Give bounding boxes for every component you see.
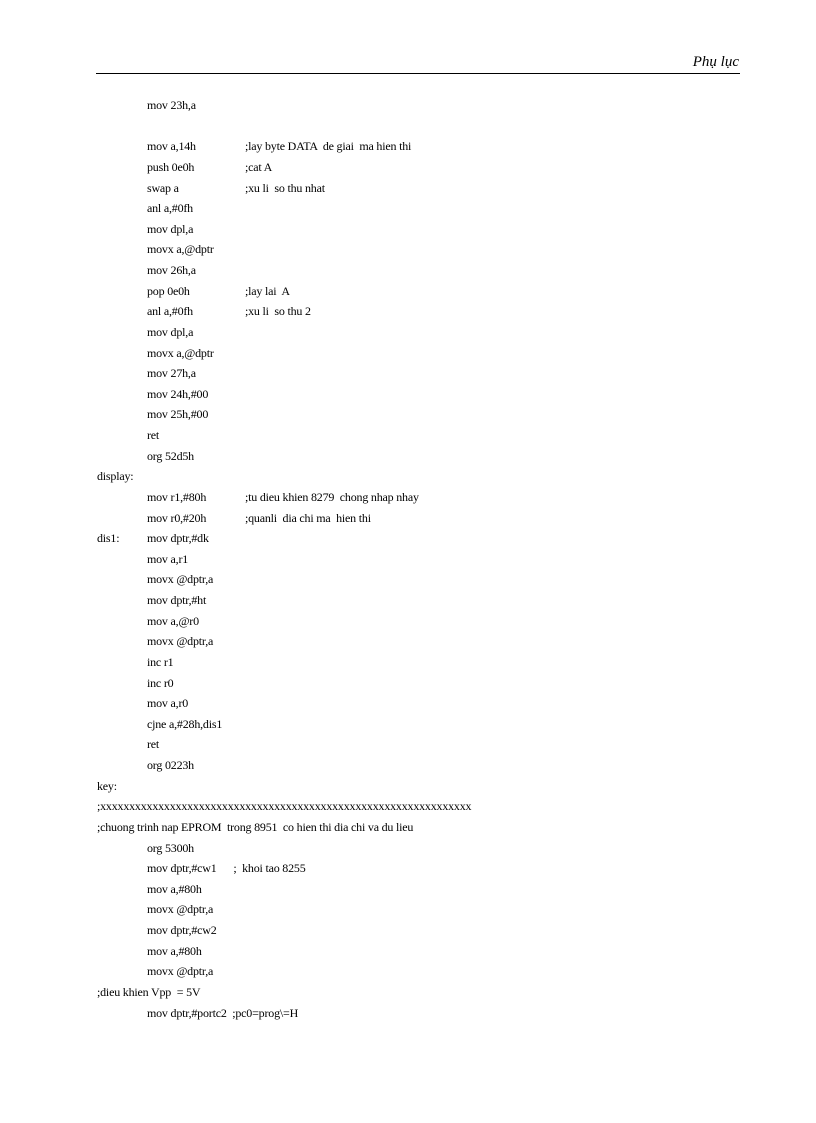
code-instruction: mov dpl,a <box>147 324 194 339</box>
code-instruction: mov 27h,a <box>147 366 196 381</box>
code-listing <box>0 95 816 1023</box>
code-line <box>0 673 816 694</box>
code-instruction: movx @dptr,a <box>147 902 214 917</box>
code-instruction: push 0e0h <box>147 159 195 174</box>
code-label: dis1: <box>97 531 120 546</box>
code-line <box>0 260 816 281</box>
code-line <box>0 714 816 735</box>
page-header-title: Phụ lục <box>692 54 739 70</box>
code-instruction: mov 26h,a <box>147 263 196 277</box>
code-comment-line: ;chuong trinh nap EPROM trong 8951 co hien thi dia chi va du lieu <box>97 819 414 834</box>
code-instruction: mov a,@r0 <box>147 613 199 628</box>
code-line <box>0 157 816 178</box>
code-line <box>0 631 816 652</box>
code-comment-line: ;dieu khien Vpp = 5V <box>97 984 201 999</box>
code-line <box>0 734 816 755</box>
code-comment: ;lay byte DATA de giai ma hien thi <box>245 139 412 154</box>
code-instruction: anl a,#0fh <box>147 304 193 319</box>
code-line <box>0 817 816 838</box>
code-instruction: mov a,14h <box>147 139 196 154</box>
code-line <box>0 301 816 322</box>
code-comment: ;xu li so thu nhat <box>245 180 325 195</box>
code-line <box>0 136 816 157</box>
code-line <box>0 343 816 364</box>
code-instruction: inc r0 <box>147 675 174 690</box>
code-line <box>0 693 816 714</box>
code-instruction: org 5300h <box>147 840 194 855</box>
code-line <box>0 920 816 941</box>
code-line <box>0 858 816 879</box>
code-line <box>0 796 816 817</box>
code-line <box>0 549 816 570</box>
code-instruction: mov dptr,#dk <box>147 531 209 546</box>
code-instruction: swap a <box>147 180 179 195</box>
code-line <box>0 322 816 343</box>
code-line <box>0 755 816 776</box>
code-instruction: mov dptr,#portc2 ;pc0=prog\=H <box>147 1005 299 1020</box>
code-line <box>0 116 816 137</box>
code-comment: ;lay lai A <box>245 283 290 298</box>
code-instruction: mov 23h,a <box>147 98 196 112</box>
code-label: key: <box>97 778 117 793</box>
code-instruction: mov dpl,a <box>147 221 194 236</box>
code-instruction: mov dptr,#cw1 ; khoi tao 8255 <box>147 861 306 876</box>
code-instruction: org 52d5h <box>147 448 194 463</box>
code-instruction: mov r1,#80h <box>147 489 207 504</box>
code-line <box>0 941 816 962</box>
code-line <box>0 652 816 673</box>
code-line <box>0 838 816 859</box>
code-comment: ;quanli dia chi ma hien thi <box>245 510 371 525</box>
code-line <box>0 281 816 302</box>
code-line <box>0 178 816 199</box>
code-line <box>0 219 816 240</box>
code-line <box>0 590 816 611</box>
code-line <box>0 425 816 446</box>
code-instruction: mov a,#80h <box>147 881 202 896</box>
code-line <box>0 528 816 549</box>
code-line <box>0 899 816 920</box>
code-instruction: org 0223h <box>147 758 194 772</box>
code-comment: ;xu li so thu 2 <box>245 304 311 319</box>
code-instruction: movx a,@dptr <box>147 242 214 257</box>
code-line <box>0 776 816 797</box>
code-instruction: mov 24h,#00 <box>147 386 209 401</box>
code-line <box>0 363 816 384</box>
code-instruction: movx @dptr,a <box>147 572 214 587</box>
code-line <box>0 879 816 900</box>
code-line <box>0 95 816 116</box>
code-line <box>0 1003 816 1024</box>
code-instruction: mov a,#80h <box>147 943 202 958</box>
code-line <box>0 239 816 260</box>
code-instruction: movx a,@dptr <box>147 345 214 360</box>
code-line <box>0 611 816 632</box>
code-instruction: mov a,r0 <box>147 696 189 711</box>
code-line <box>0 982 816 1003</box>
code-instruction: anl a,#0fh <box>147 201 193 216</box>
code-instruction: mov a,r1 <box>147 551 189 566</box>
header-rule <box>96 73 740 74</box>
code-line <box>0 961 816 982</box>
code-comment-line: ;xxxxxxxxxxxxxxxxxxxxxxxxxxxxxxxxxxxxxxxxxxxxxxxxxxxxxxxxxxxxxxxx <box>97 799 472 814</box>
code-comment: ;tu dieu khien 8279 chong nhap nhay <box>245 489 419 504</box>
code-instruction: movx @dptr,a <box>147 964 214 979</box>
code-instruction: mov dptr,#ht <box>147 593 207 607</box>
code-line <box>0 404 816 425</box>
code-line <box>0 384 816 405</box>
code-comment: ;cat A <box>245 159 273 174</box>
code-line <box>0 487 816 508</box>
code-label: display: <box>97 469 134 484</box>
code-line <box>0 198 816 219</box>
code-instruction: inc r1 <box>147 654 174 669</box>
code-instruction: ret <box>147 737 160 752</box>
code-line <box>0 466 816 487</box>
code-line <box>0 569 816 590</box>
code-instruction: movx @dptr,a <box>147 634 214 649</box>
code-instruction: mov r0,#20h <box>147 510 207 525</box>
code-instruction: cjne a,#28h,dis1 <box>147 716 223 731</box>
code-instruction: mov dptr,#cw2 <box>147 923 217 937</box>
code-line <box>0 446 816 467</box>
code-instruction: pop 0e0h <box>147 283 190 298</box>
code-instruction: mov 25h,#00 <box>147 407 209 422</box>
code-instruction: ret <box>147 428 160 442</box>
code-line <box>0 508 816 529</box>
